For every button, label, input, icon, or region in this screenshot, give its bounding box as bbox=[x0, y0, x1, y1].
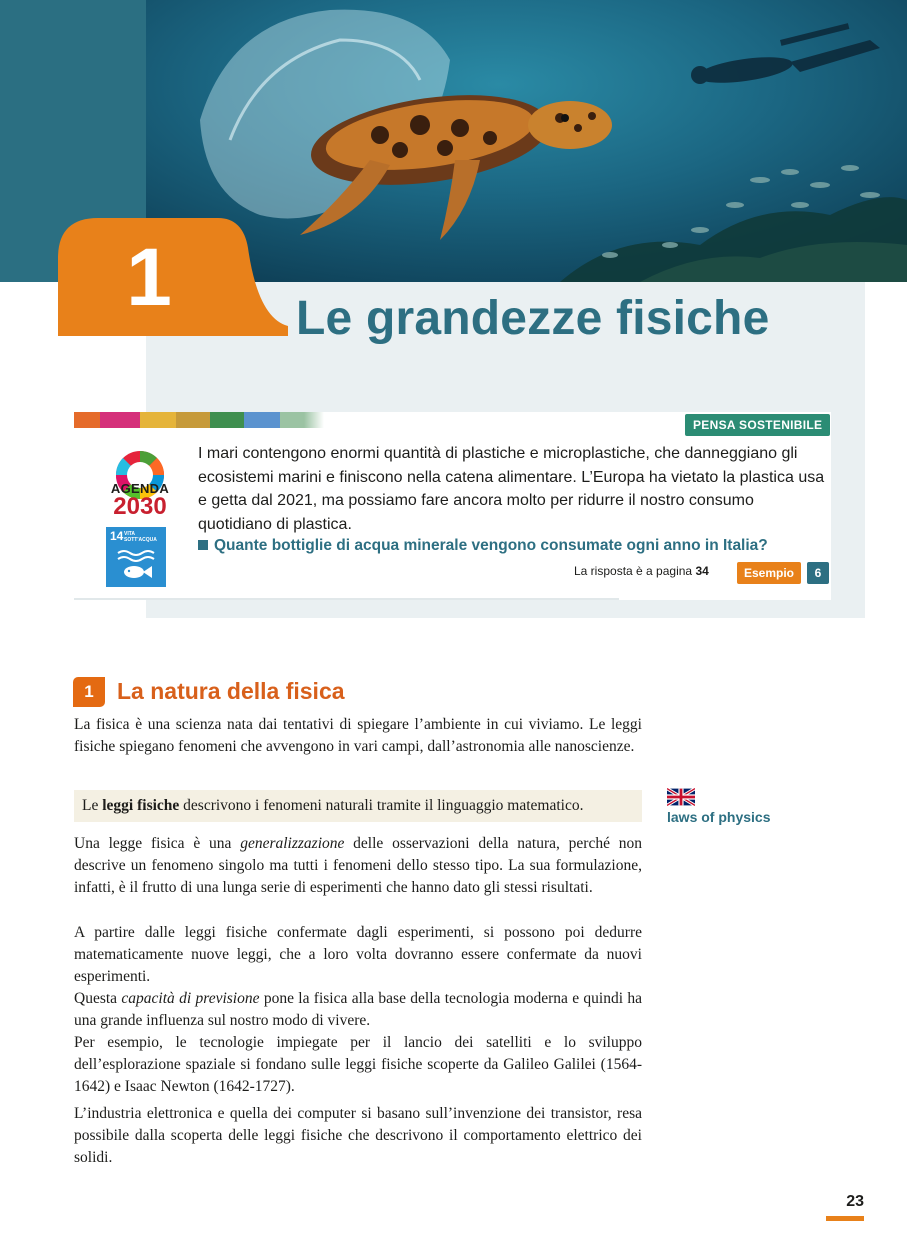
sustainability-text: I mari contengono enormi quantità di plastiche e microplastiche, che danneggiano gli ecosistemi marini e finiscono nella catena alimentare. L’Europa ha vietato la plastica usa e getta dal 2021, ma possiamo fare ancora molto per ridurre il nostro consumo quotidiano di plastica. bbox=[198, 445, 825, 533]
sustainability-box bbox=[74, 412, 831, 600]
answer-reference bbox=[574, 564, 709, 578]
p4-after: pone la fisica alla base della tecnologia moderna e quindi ha una grande influenza sul nostro modo di vivere. bbox=[74, 990, 643, 1029]
sdg-number: 14 bbox=[110, 529, 124, 543]
agenda-word: AGENDA bbox=[110, 481, 170, 496]
fish-wave-icon bbox=[106, 527, 166, 587]
agenda-year: 2030 bbox=[113, 493, 167, 520]
chapter-number: 1 bbox=[126, 232, 172, 323]
section-title: La natura della fisica bbox=[117, 678, 345, 704]
section-number: 1 bbox=[73, 677, 105, 707]
sustainability-label: PENSA SOSTENIBILE bbox=[685, 414, 830, 436]
p2-italic: generalizzazione bbox=[240, 835, 345, 852]
question-text: Quante bottiglie di acqua minerale vengono consumate ogni anno in Italia? bbox=[214, 537, 768, 554]
highlight-after: descrivono i fenomeni naturali tramite il linguaggio matematico. bbox=[179, 797, 584, 814]
paragraph-3: A partire dalle leggi fisiche confermate dagli esperimenti, si possono poi dedurre matematicamente nuove leggi, che a loro volta dovranno essere confermate da nuovi esperimenti. bbox=[74, 924, 642, 985]
p2-after: delle osservazioni della natura, perché non descrive un fenomeno singolo ma tutti i fenomeni dello stesso tipo. La sua formulazione, infatti, è il frutto di una lunga serie di esperimenti che hanno dato gli stessi risultati. bbox=[74, 835, 643, 896]
answer-prefix: La risposta è a pagina bbox=[574, 564, 693, 578]
page-number-rule bbox=[826, 1216, 864, 1221]
paragraph-1: La fisica è una scienza nata dai tentativi di spiegare l’ambiente in cui viviamo. Le leggi fisiche spiegano fenomeni che avvengono in vari campi, dall’astronomia alle nanoscienze. bbox=[74, 716, 642, 755]
p2-before: Una legge fisica è una bbox=[74, 835, 241, 852]
example-link[interactable]: Esempio bbox=[737, 562, 801, 584]
sustainability-question bbox=[198, 537, 830, 555]
highlight-term: leggi fisiche bbox=[102, 797, 180, 814]
chapter-title: Le grandezze fisiche bbox=[296, 292, 770, 345]
page-number: 23 bbox=[846, 1193, 864, 1210]
definition-highlight bbox=[74, 790, 642, 822]
sdg-title: VITA SOTT'ACQUA bbox=[124, 531, 157, 543]
p4-before: Questa bbox=[74, 990, 122, 1007]
paragraph-6: L’industria elettronica e quella dei computer si basano sull’invenzione dei transistor, resa possibile dalla scoperta delle leggi fisiche che descrivono il comportamento elettrico dei solidi. bbox=[74, 1105, 642, 1166]
paragraph-4 bbox=[74, 988, 642, 1032]
sdg-color-stripe bbox=[74, 412, 324, 428]
uk-flag-icon bbox=[667, 788, 695, 806]
sdg-14-tile bbox=[106, 527, 166, 587]
paragraph-5: Per esempio, le tecnologie impiegate per il lancio dei satelliti e lo sviluppo dell’esplorazione spaziale si fondano sulle leggi fisiche scoperte da Galileo Galilei (1564-1642) e Isaac Newton (1642-1727). bbox=[74, 1034, 642, 1095]
example-number[interactable]: 6 bbox=[807, 562, 829, 584]
highlight-before: Le bbox=[82, 797, 103, 814]
glossary-term: laws of physics bbox=[667, 809, 771, 825]
paragraph-2 bbox=[74, 833, 642, 899]
p4-italic: capacità di previsione bbox=[121, 990, 260, 1007]
answer-page: 34 bbox=[695, 564, 709, 578]
box-bottom-rule bbox=[74, 598, 619, 600]
square-bullet-icon bbox=[198, 540, 208, 550]
